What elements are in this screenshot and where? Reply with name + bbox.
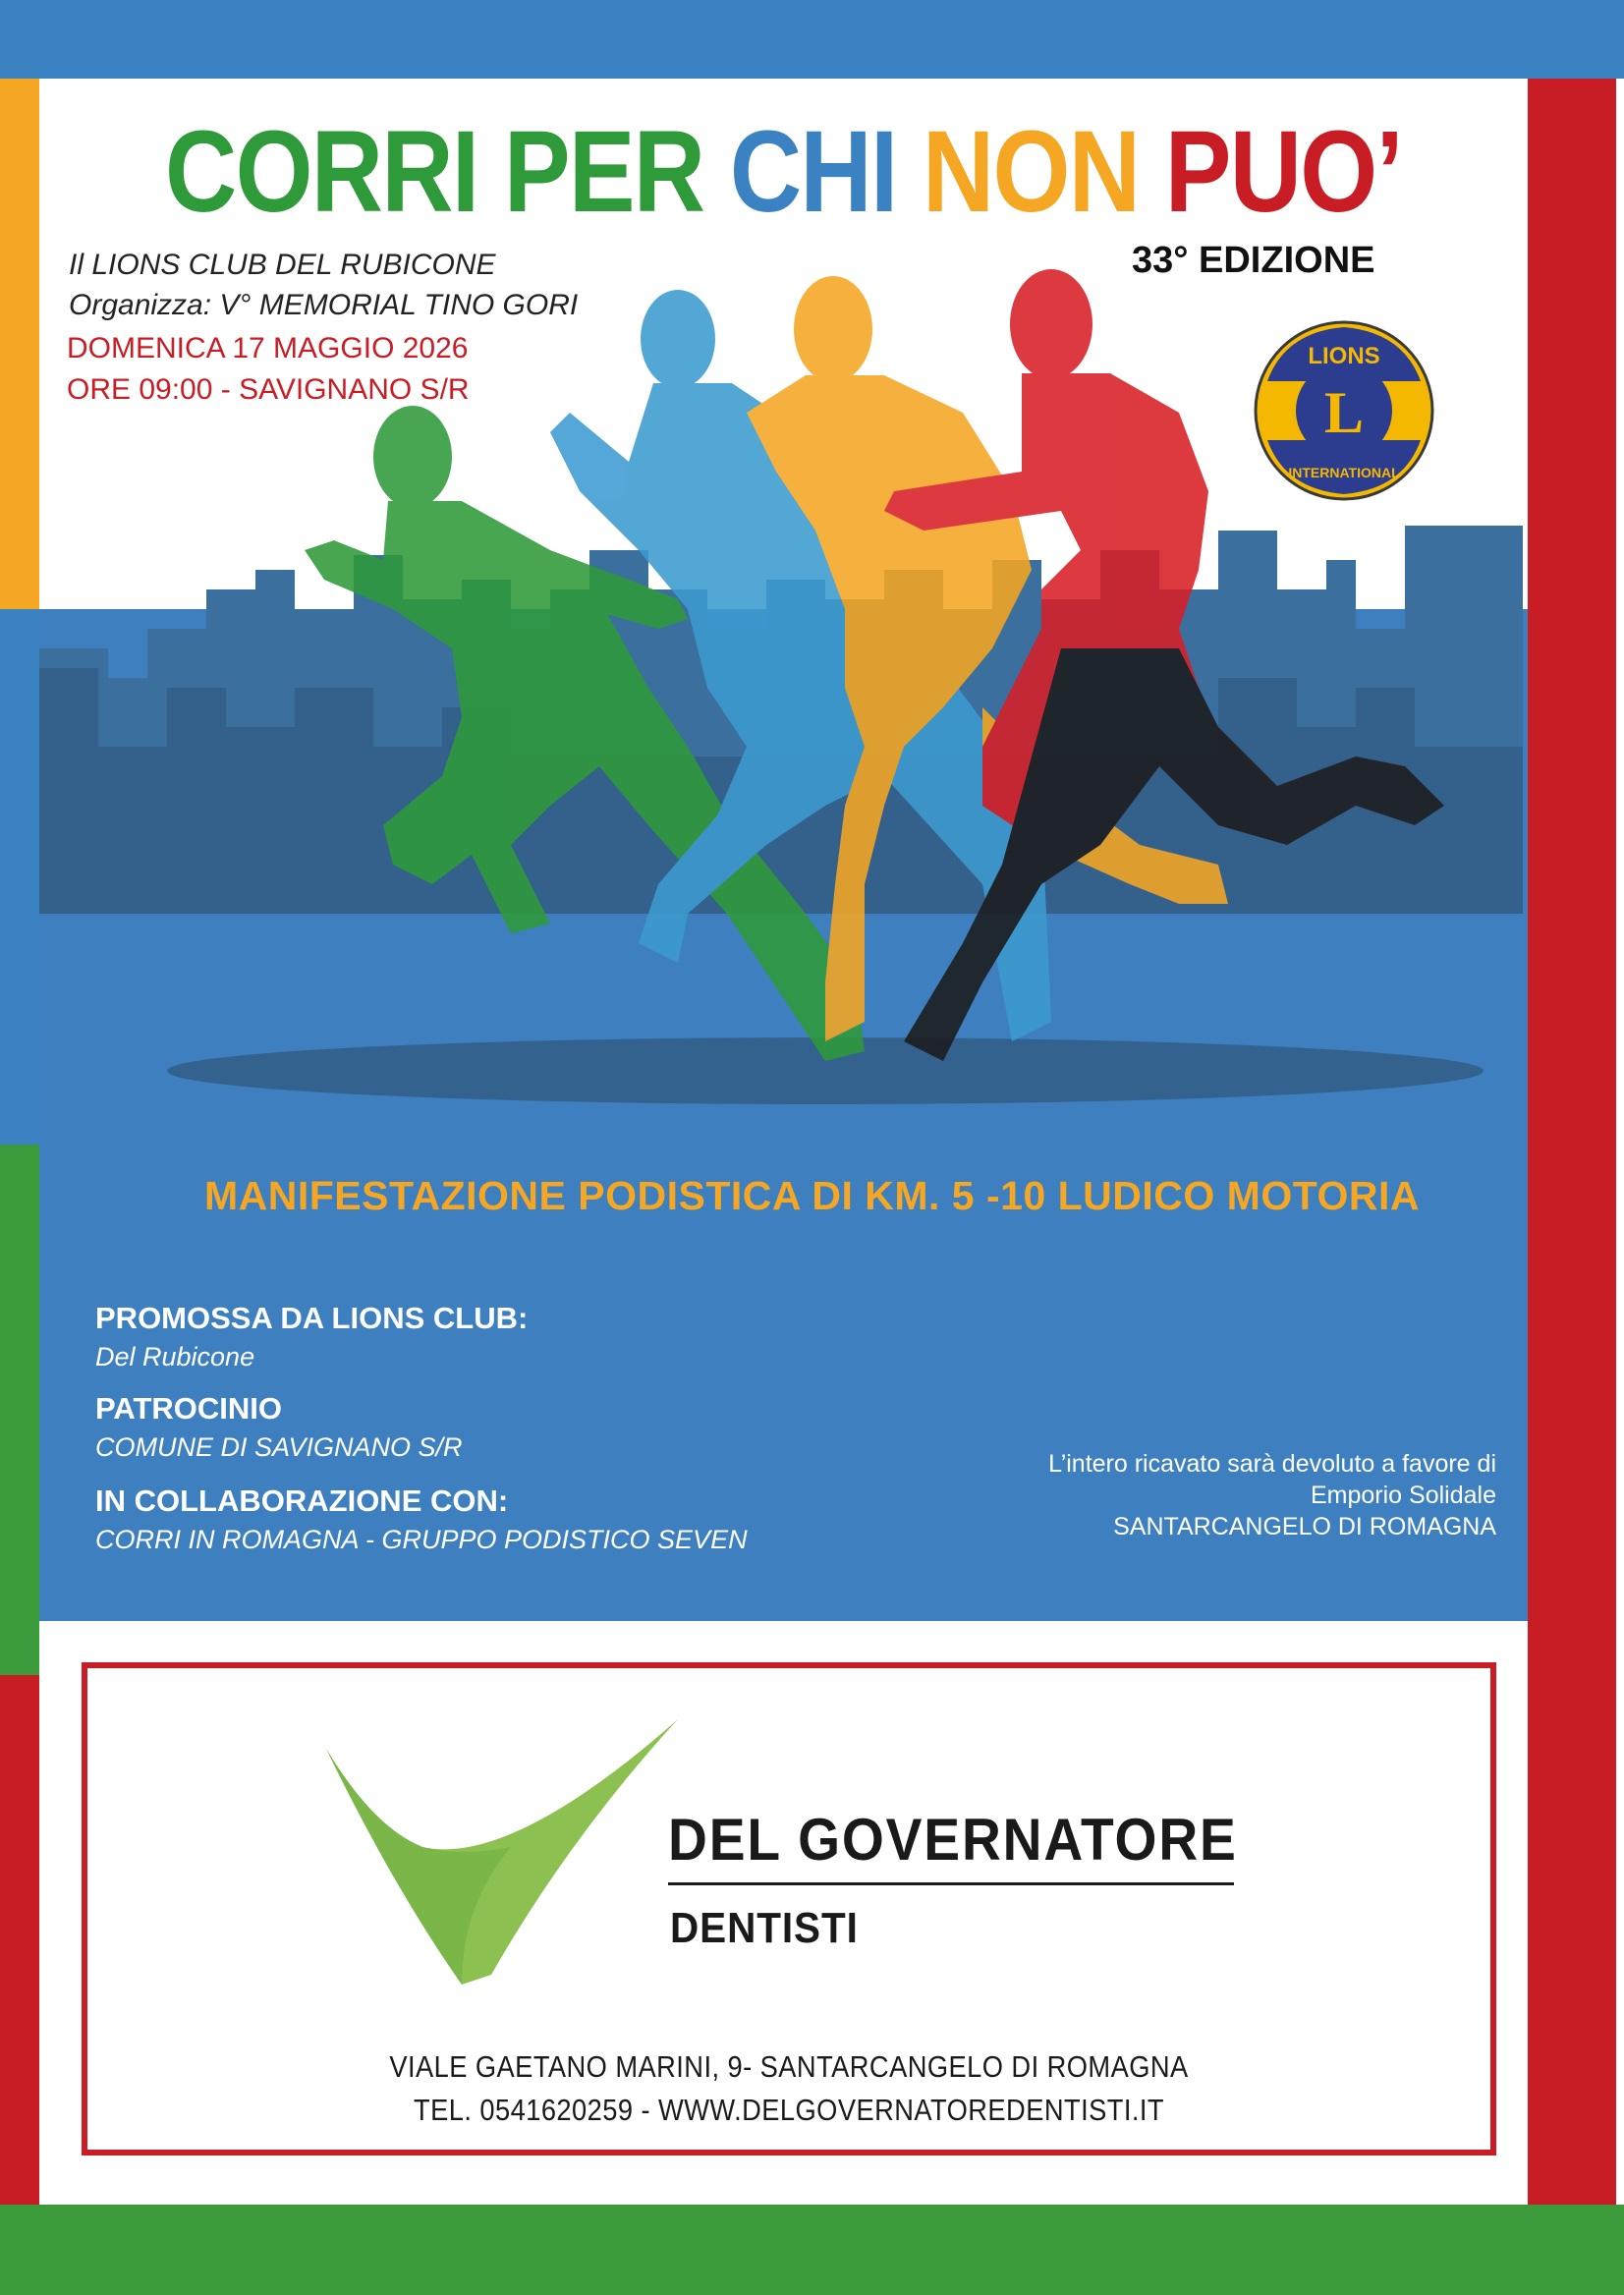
event-date: DOMENICA 17 MAGGIO 2026 <box>67 332 469 364</box>
left-red-bar <box>0 1675 39 2222</box>
logo-top-text: LIONS <box>1308 343 1380 369</box>
logo-letter: L <box>1323 380 1365 445</box>
sponsor-contacts: TEL. 0541620259 - WWW.DELGOVERNATOREDENTISTI.IT <box>413 2093 1165 2127</box>
patronage-value: COMUNE DI SAVIGNANO S/R <box>95 1432 463 1462</box>
sponsor-subtitle: DENTISTI <box>670 1904 859 1952</box>
promoter-value: Del Rubicone <box>95 1342 255 1371</box>
patronage-label: PATROCINIO <box>95 1391 283 1426</box>
title-word-puo: PUO’ <box>1164 107 1402 237</box>
title-word-corri: CORRI <box>165 107 504 237</box>
collaboration-value: CORRI IN ROMAGNA - GRUPPO PODISTICO SEVEN <box>95 1525 748 1554</box>
checkmark-logo-icon <box>314 1709 688 2004</box>
title-word-non: NON <box>922 107 1165 237</box>
logo-bottom-text: INTERNATIONAL <box>1288 465 1400 480</box>
edition-label: 33° EDIZIONE <box>1132 240 1375 281</box>
bottom-green-bar <box>0 2205 1624 2295</box>
promoter-label: PROMOSSA DA LIONS CLUB: <box>95 1301 529 1335</box>
organizer-line: Il LIONS CLUB DEL RUBICONE <box>69 249 496 281</box>
event-time-place: ORE 09:00 - SAVIGNANO S/R <box>67 373 470 406</box>
collaboration-label: IN COLLABORAZIONE CON: <box>95 1483 509 1518</box>
memorial-line: Organizza: V° MEMORIAL TINO GORI <box>69 289 579 321</box>
event-title <box>143 108 1424 236</box>
sponsor-name: DEL GOVERNATORE <box>668 1807 1238 1873</box>
sponsor-address: VIALE GAETANO MARINI, 9- SANTARCANGELO DI ROMAGNA <box>389 2049 1189 2084</box>
title-word-chi: CHI <box>729 107 923 237</box>
donation-line-3: SANTARCANGELO DI ROMAGNA <box>1113 1513 1496 1540</box>
donation-line-2: Emporio Solidale <box>1311 1482 1496 1509</box>
event-distance-subtitle: MANIFESTAZIONE PODISTICA DI KM. 5 -10 LUDICO MOTORIA <box>203 1173 1421 1218</box>
donation-line-1: L’intero ricavato sarà devoluto a favore di <box>1048 1450 1496 1478</box>
lions-emblem-icon <box>1246 312 1442 509</box>
sponsor-divider <box>668 1882 1234 1885</box>
lions-logo <box>1246 312 1442 509</box>
title-word-per: PER <box>503 107 730 237</box>
